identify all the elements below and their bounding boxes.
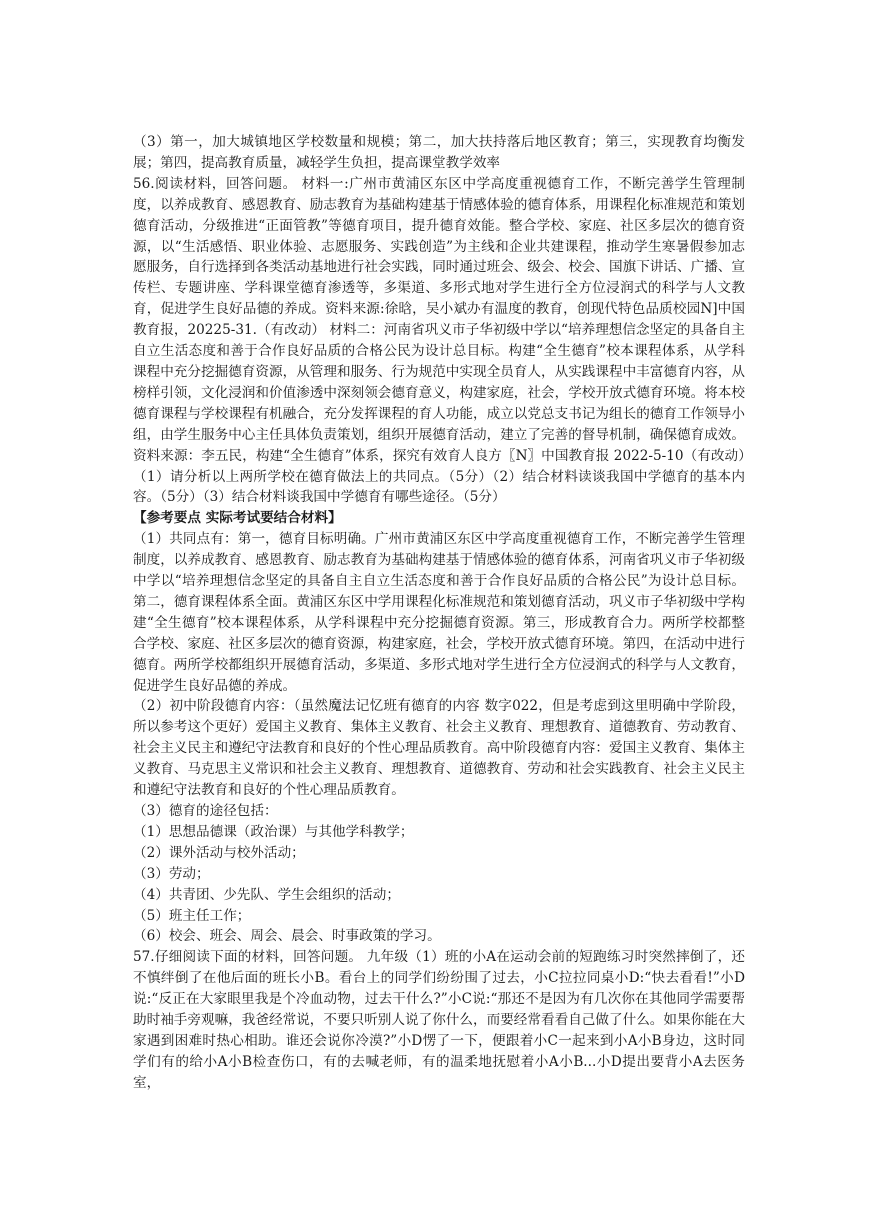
question-56-paragraph: 56.阅读材料，回答问题。 材料一:广州市黄浦区东区中学高度重视德育工作，不断完善学生管理制度，以养成教育、感恩教育、励志教育为基础构建基于情感体验的德育体系，用课程化标准规范和策划德育活动，分级推进“正面管教”等德育项目，提升德育效能。整合学校、家庭、社区多层次的德育资源，以“生活感悟、职业体验、志愿服务、实践创造”为主线和企业共建课程，推动学生寒暑假参加志愿服务，自行选择到各类活动基地进行社会实践，同时通过班会、级会、校会、国旗下讲话、广播、宣传栏、专题讲座、学科课堂德育渗透等，多渠道、多形式地对学生进行全方位浸润式的科学与人文教育，促进学生良好品德的养成。资料来源:徐晗，吴小斌办有温度的教育，创现代特色品质校园N]中国教育报，20225-31.（有改动） 材料二：河南省巩义市子华初级中学以“培养理想信念坚定的具备自主自立生活态度和善于合作良好品质的合格公民为设计总目标。构建“全生德育”校本课程体系，从学科课程中充分挖掘德育资源，从管理和服务、行为规范中实现全员育人，从实践课程中丰富德育内容，从榜样引领，文化浸润和价值渗透中深刻领会德育意义，构建家庭，社会，学校开放式德育环境。将本校德育课程与学校课程有机融合，充分发挥课程的育人功能，成立以党总支书记为组长的德育工作领导小组，由学生服务中心主任具体负责策划，组织开展德育活动，建立了完善的督导机制，确保德育成效。 资料来源：李五民，构建“全生德育”体系，探究有效育人良方〖N〗中国教育报 2022-5-10（有改动）（1）请分析以上两所学校在德育做法上的共同点。（5分）（2）结合材料读谈我国中学德育的基本内容。（5分）（3）结合材料谈我国中学德育有哪些途径。（5分） bbox=[133, 175, 745, 506]
moral-education-route-item: （5）班主任工作； bbox=[133, 907, 251, 924]
moral-education-route-item: （1）思想品德课（政治课）与其他学科教学； bbox=[133, 823, 414, 840]
reference-points-heading: 【参考要点 实际考试要结合材料】 bbox=[133, 510, 342, 527]
moral-education-route-item: （6）校会、班会、周会、晨会、时事政策的学习。 bbox=[133, 928, 441, 945]
answer-56-1-paragraph: （1）共同点有：第一，德育目标明确。广州市黄浦区东区中学高度重视德育工作，不断完善学生管理制度，以养成教育、感恩教育、励志教育为基础构建基于情感体验的德育体系，河南省巩义市子华初级中学以“培养理想信念坚定的具备自主自立生活态度和善于合作良好品质的合格公民”为设计总目标。第二，德育课程体系全面。黄浦区东区中学用课程化标准规范和策划德育活动，巩义市子华初级中学构建“全生德育”校本课程体系，从学科课程中充分挖掘德育资源。第三，形成教育合力。两所学校都整合学校、家庭、社区多层次的德育资源，构建家庭，社会，学校开放式德育环境。第四，在活动中进行德育。两所学校都组织开展德育活动，多渠道、多形式地对学生进行全方位浸润式的科学与人文教育，促进学生良好品德的养成。 bbox=[133, 531, 745, 694]
question-57-paragraph: 57.仔细阅读下面的材料，回答问题。 九年级（1）班的小A在运动会前的短跑练习时突然摔倒了，还不慎绊倒了在他后面的班长小B。看台上的同学们纷纷围了过去，小C拉拉同桌小D:“快去看看!”小D说:“反正在大家眼里我是个冷血动物，过去干什么?”小C说:“那还不是因为有几次你在其他同学需要帮助时袖手旁观嘛，我爸经常说，不要只听别人说了你什么，而要经常看看自己做了什么。如果你能在大家遇到困难时热心相助。谁还会说你冷漠?”小D愣了一下，便跟着小C一起来到小A小B身边，这时同学们有的给小A小B检查伤口，有的去喊老师，有的温柔地抚慰着小A小B...小D提出要背小A去医务室， bbox=[133, 949, 745, 1091]
answer-56-3-intro: （3）德育的途径包括： bbox=[133, 803, 278, 819]
answer-56-2-paragraph: （2）初中阶段德育内容：（虽然魔法记忆班有德育的内容 数字022，但是考虑到这里明确中学阶段，所以参考这个更好）爱国主义教育、集体主义教育、社会主义教育、理想教育、道德教育、劳动教育、社会主义民主和遵纪守法教育和良好的个性心理品质教育。高中阶段德育内容：爱国主义教育、集体主义教育、马克思主义常识和社会主义教育、理想教育、道德教育、劳动和社会实践教育、社会主义民主和遵纪守法教育和良好的个性心理品质教育。 bbox=[133, 698, 745, 799]
moral-education-route-item: （4）共青团、少先队、学生会组织的活动； bbox=[133, 886, 400, 903]
answer-paragraph-55-3: （3）第一，加大城镇地区学校数量和规模；第二，加大扶持落后地区教育；第三，实现教育均衡发展；第四，提高教育质量，减轻学生负担，提高课堂教学效率 bbox=[133, 134, 745, 171]
moral-education-route-item: （2）课外活动与校外活动； bbox=[133, 844, 305, 861]
document-body bbox=[133, 132, 745, 1094]
moral-education-route-item: （3）劳动； bbox=[133, 865, 210, 882]
